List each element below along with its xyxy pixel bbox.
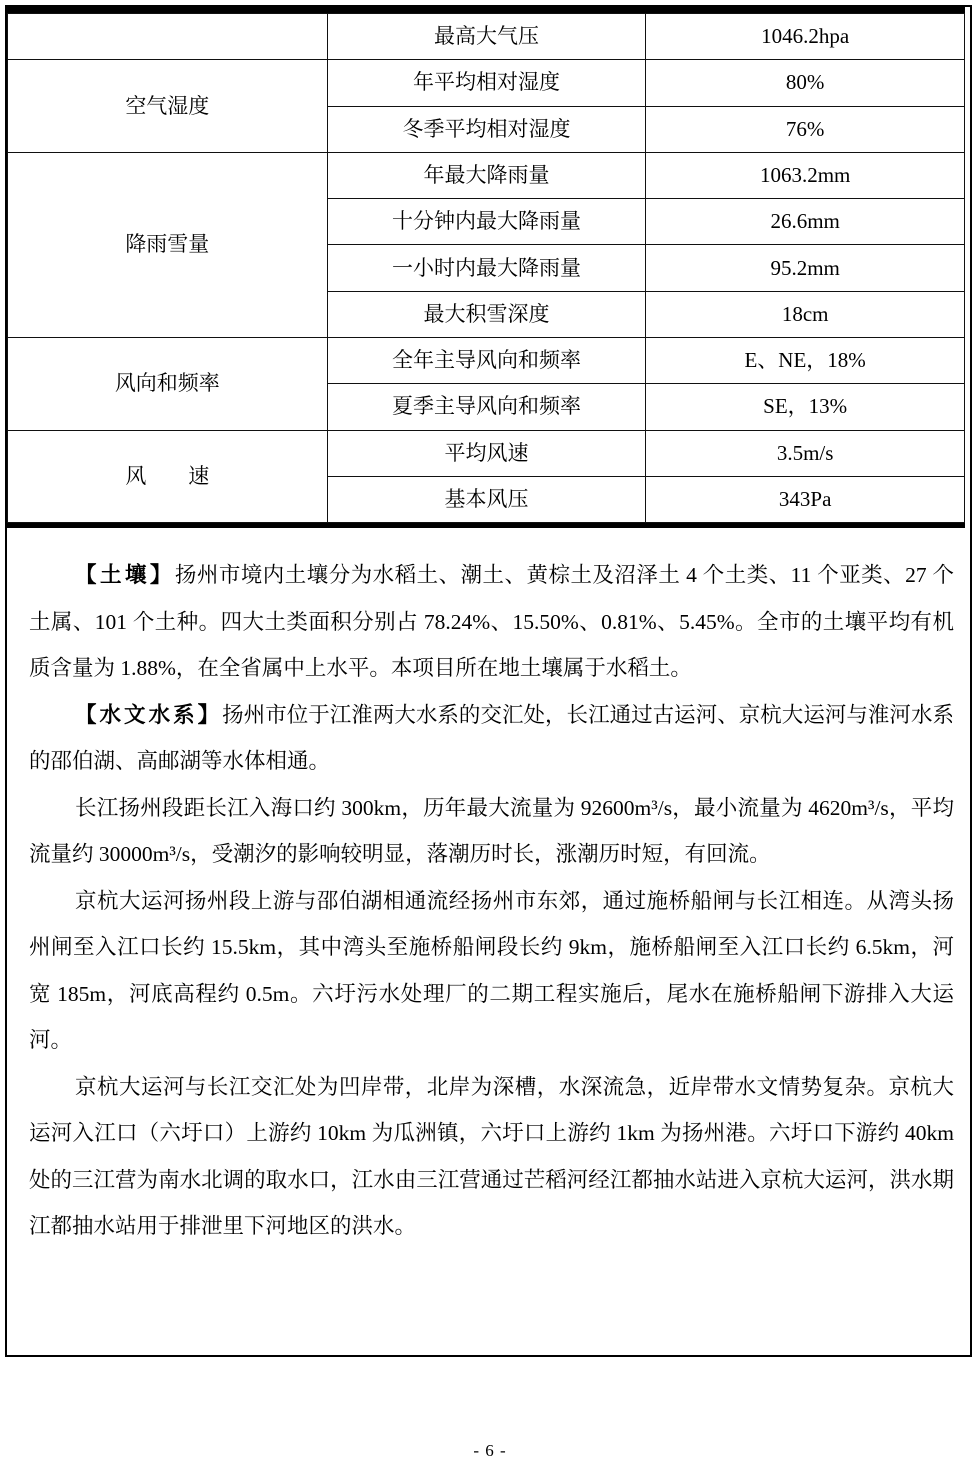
table-cell-item: 全年主导风向和频率	[327, 338, 646, 384]
table-cell-item: 年最大降雨量	[327, 152, 646, 198]
table-cell-category	[8, 14, 328, 60]
table-cell-item: 最大积雪深度	[327, 291, 646, 337]
section-label-hydrology: 【水文水系】	[75, 702, 223, 727]
table-cell-category: 风向和频率	[8, 338, 328, 431]
table-row	[8, 338, 965, 384]
table-cell-category: 降雨雪量	[8, 152, 328, 337]
table-cell-value: 343Pa	[646, 476, 965, 522]
table-cell-category: 风 速	[8, 430, 328, 523]
page-number: - 6 -	[473, 1441, 507, 1460]
paragraph-grand-canal	[29, 878, 954, 1064]
paragraph-confluence	[29, 1064, 954, 1250]
table-cell-item: 十分钟内最大降雨量	[327, 199, 646, 245]
paragraph-text: 扬州市境内土壤分为水稻土、潮土、黄棕土及沼泽土 4 个土类、11 个亚类、27 个土属、101 个土种。四大土类面积分别占 78.24%、15.50%、0.81%、5.45%。全市的土壤平均有机质含量为 1.88%，在全省属中上水平。本项目所在地土壤属于水稻土。	[29, 563, 954, 681]
table-cell-item: 一小时内最大降雨量	[327, 245, 646, 291]
table-cell-value: E、NE，18%	[646, 338, 965, 384]
table-cell-item: 年平均相对湿度	[327, 60, 646, 106]
paragraph-text: 京杭大运河与长江交汇处为凹岸带，北岸为深槽，水深流急，近岸带水文情势复杂。京杭大运河入江口（六圩口）上游约 10km 为瓜洲镇，六圩口上游约 1km 为扬州港。六圩口下游约 40km 处的三江营为南水北调的取水口，江水由三江营通过芒稻河经江都抽水站进入京杭大运河，洪水期江都抽水站用于排泄里下河地区的洪水。	[29, 1074, 954, 1239]
climate-table-wrap	[7, 7, 965, 528]
table-cell-item: 夏季主导风向和频率	[327, 384, 646, 430]
table-cell-value: 76%	[646, 106, 965, 152]
table-cell-item: 平均风速	[327, 430, 646, 476]
body-text	[7, 528, 970, 1250]
page-border-frame	[5, 5, 972, 1357]
table-row	[8, 14, 965, 60]
table-cell-value: 26.6mm	[646, 199, 965, 245]
table-cell-value: 3.5m/s	[646, 430, 965, 476]
table-cell-value: SE，13%	[646, 384, 965, 430]
paragraph-text: 扬州市位于江淮两大水系的交汇处，长江通过古运河、京杭大运河与淮河水系的邵伯湖、高邮湖等水体相通。	[29, 702, 954, 774]
paragraph-soil	[29, 552, 954, 692]
paragraph-hydrology	[29, 692, 954, 785]
table-cell-item: 基本风压	[327, 476, 646, 522]
paragraph-text: 长江扬州段距长江入海口约 300km，历年最大流量为 92600m³/s，最小流量为 4620m³/s，平均流量约 30000m³/s，受潮汐的影响较明显，落潮历时长，涨潮历时短，有回流。	[29, 795, 954, 867]
table-cell-value: 95.2mm	[646, 245, 965, 291]
table-cell-item: 冬季平均相对湿度	[327, 106, 646, 152]
table-row	[8, 60, 965, 106]
table-cell-category: 空气湿度	[8, 60, 328, 153]
table-row	[8, 430, 965, 476]
table-cell-value: 80%	[646, 60, 965, 106]
table-row	[8, 152, 965, 198]
climate-table	[7, 13, 965, 523]
paragraph-text: 京杭大运河扬州段上游与邵伯湖相通流经扬州市东郊，通过施桥船闸与长江相连。从湾头扬州闸至入江口长约 15.5km，其中湾头至施桥船闸段长约 9km，施桥船闸至入江口长约 6.5km，河宽 185m，河底高程约 0.5m。六圩污水处理厂的二期工程实施后，尾水在施桥船闸下游排入大运河。	[29, 888, 954, 1053]
table-cell-value: 1046.2hpa	[646, 14, 965, 60]
section-label-soil: 【土壤】	[75, 563, 175, 588]
paragraph-yangtze	[29, 785, 954, 878]
table-cell-value: 1063.2mm	[646, 152, 965, 198]
table-cell-item: 最高大气压	[327, 14, 646, 60]
table-cell-value: 18cm	[646, 291, 965, 337]
